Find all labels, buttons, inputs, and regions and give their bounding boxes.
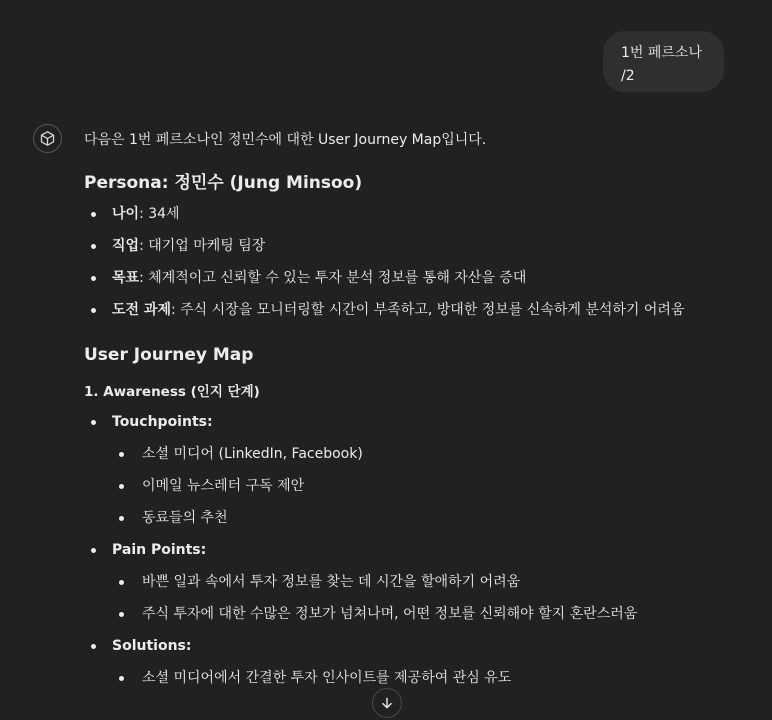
user-message-bubble (603, 31, 724, 92)
list-item: 주식 투자에 대한 수많은 정보가 넘쳐나며, 어떤 정보를 신뢰해야 할지 혼란스러움 (84, 602, 764, 634)
stage-awareness-list (84, 410, 764, 698)
solutions-item: Solutions: (84, 634, 764, 666)
journey-map-heading: User Journey Map (84, 345, 254, 365)
persona-item-goal: 목표: 체계적이고 신뢰할 수 있는 투자 분석 정보를 통해 자산을 증대 (84, 266, 764, 298)
user-message-line-2: /2 (621, 68, 635, 84)
persona-item-age: 나이: 34세 (84, 202, 764, 234)
list-item: 바쁜 일과 속에서 투자 정보를 찾는 데 시간을 할애하기 어려움 (84, 570, 764, 602)
stage-awareness-heading: 1. Awareness (인지 단계) (84, 384, 260, 400)
assistant-message (84, 126, 764, 698)
scroll-to-bottom-button[interactable] (372, 688, 402, 718)
list-item: 소셜 미디어에서 간결한 투자 인사이트를 제공하여 관심 유도 (84, 666, 764, 698)
touchpoints-item: Touchpoints: (84, 410, 764, 442)
user-message-line-1: 1번 페르소나 (621, 45, 702, 61)
arrow-down-icon (380, 696, 394, 710)
list-item: 소셜 미디어 (LinkedIn, Facebook) (84, 442, 764, 474)
list-item: 이메일 뉴스레터 구독 제안 (84, 474, 764, 506)
persona-item-job: 직업: 대기업 마케팅 팀장 (84, 234, 764, 266)
painpoints-item: Pain Points: (84, 538, 764, 570)
persona-item-challenge: 도전 과제: 주식 시장을 모니터링할 시간이 부족하고, 방대한 정보를 신속하게 분석하기 어려움 (84, 298, 764, 330)
persona-list (84, 202, 764, 330)
list-item: 동료들의 추천 (84, 506, 764, 538)
persona-heading: Persona: 정민수 (Jung Minsoo) (84, 173, 363, 193)
intro-text: 다음은 1번 페르소나인 정민수에 대한 User Journey Map입니다. (84, 132, 487, 148)
assistant-logo-icon (33, 124, 62, 153)
